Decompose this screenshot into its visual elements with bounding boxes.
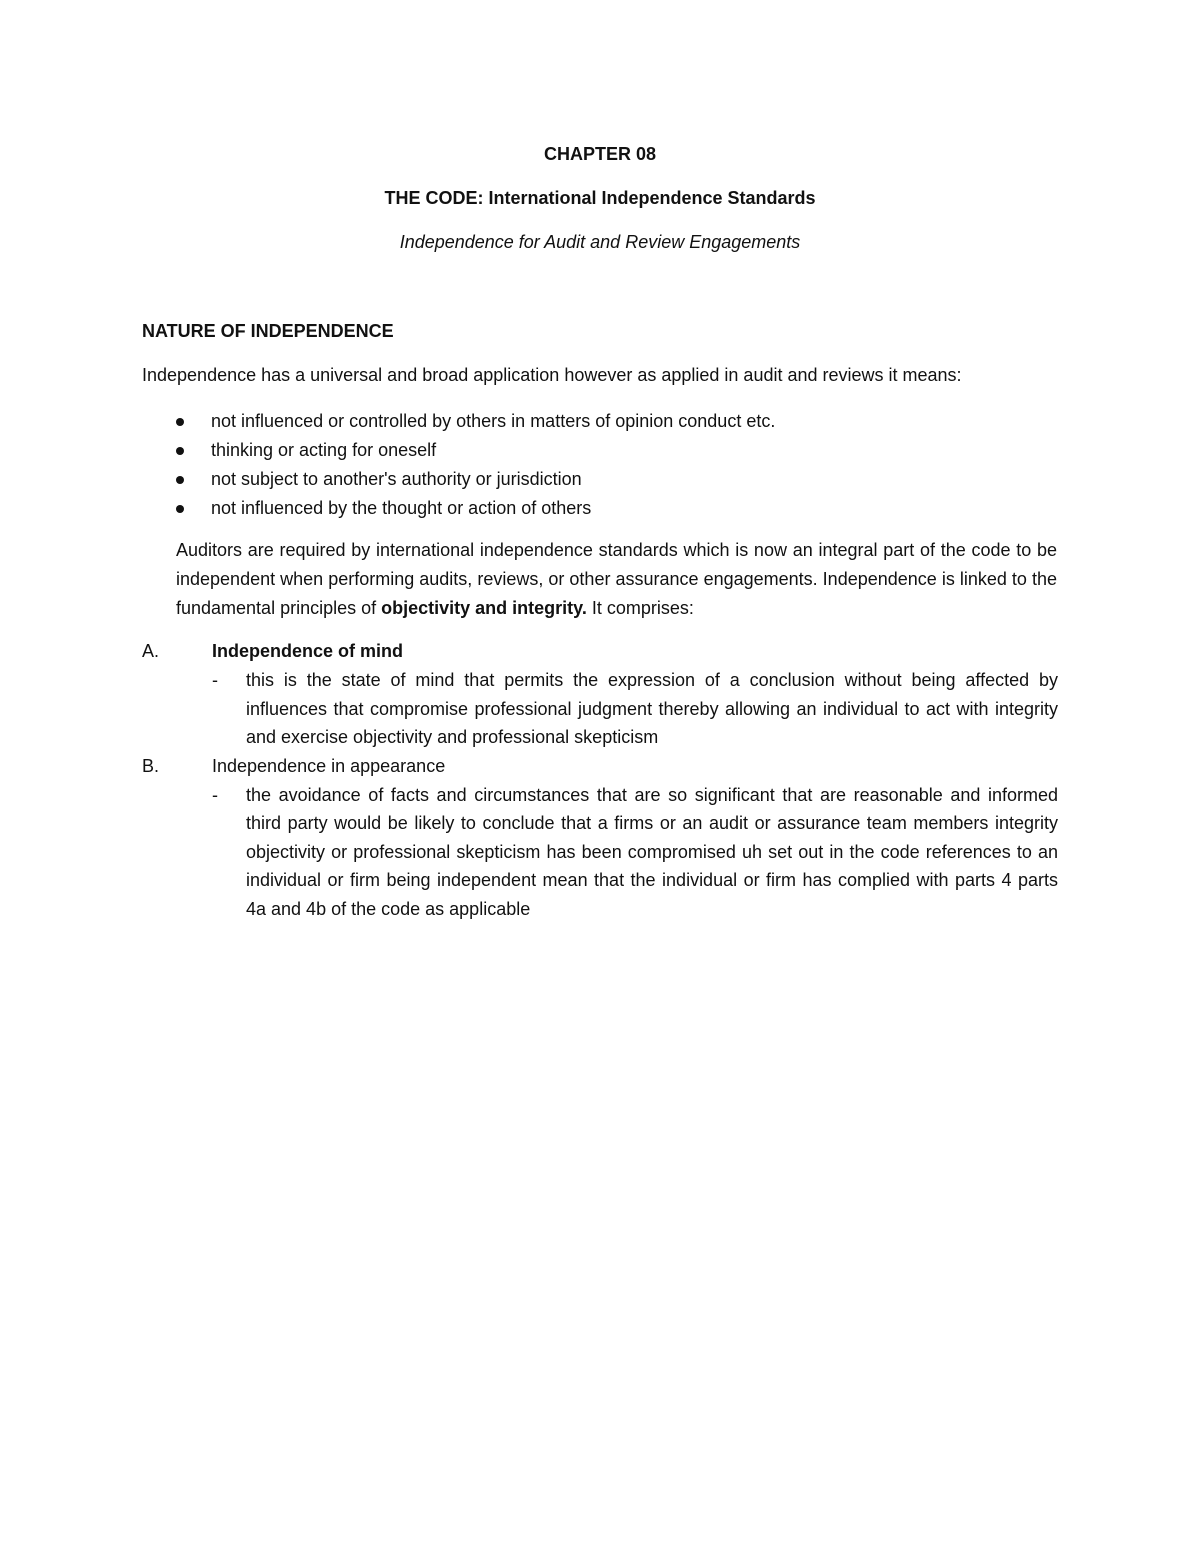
paragraph-emphasis: objectivity and integrity.	[381, 598, 587, 618]
description-text: this is the state of mind that permits the expression of a conclusion without being affected by influences that compromise professional judgment thereby allowing an individual to act with integrity and exercise objectivity and professional skepticism	[246, 670, 1058, 747]
list-item	[176, 407, 1056, 436]
component-description	[142, 666, 1058, 752]
component-description	[142, 781, 1058, 924]
item-letter: B.	[142, 755, 160, 776]
component-list	[142, 637, 1058, 923]
bullet-icon	[176, 418, 184, 426]
component-heading	[142, 637, 1058, 666]
item-label: Independence of mind	[212, 641, 404, 661]
document-subtitle: Independence for Audit and Review Engagements	[399, 232, 801, 252]
bullet-text: not influenced by the thought or action of others	[211, 498, 592, 518]
description-text: the avoidance of facts and circumstances that are so significant that are reasonable and informed third party would be likely to conclude that a firms or an audit or assurance team members integrity objectivity or professional skepticism has been compromised uh set out in the code references to an individual or firm being independent mean that the individual or firm has complied with parts 4 parts 4a and 4b of the code as applicable	[246, 784, 1058, 919]
list-item	[176, 494, 1056, 523]
chapter-label: CHAPTER 08	[543, 144, 657, 164]
bullet-text: thinking or acting for oneself	[211, 440, 437, 460]
paragraph-text-end: It comprises:	[586, 598, 694, 618]
intro-text: Independence has a universal and broad application however as applied in audit and reviews it means:	[142, 365, 962, 385]
dash-marker: -	[212, 784, 218, 805]
bullet-icon	[176, 447, 184, 455]
item-letter: A.	[142, 641, 160, 661]
bullet-icon	[176, 476, 184, 484]
dash-marker: -	[212, 670, 218, 690]
body-paragraph	[176, 536, 1057, 623]
list-item	[176, 436, 1056, 465]
section-heading: NATURE OF INDEPENDENCE	[142, 321, 394, 341]
bullet-text: not subject to another's authority or jurisdiction	[211, 469, 582, 489]
document-title: THE CODE: International Independence Standards	[384, 188, 816, 208]
bullet-text: not influenced or controlled by others in matters of opinion conduct etc.	[211, 411, 776, 431]
paragraph-text: Auditors are required by international independence standards which is now an integral part of the code to be independent when performing audits, reviews, or other assurance engagements. Independence is linked to the fundamental principles of	[176, 540, 1057, 618]
bullet-list	[176, 407, 1056, 523]
component-heading	[142, 752, 1058, 781]
item-label: Independence in appearance	[212, 755, 446, 776]
bullet-icon	[176, 505, 184, 513]
list-item	[176, 465, 1056, 494]
